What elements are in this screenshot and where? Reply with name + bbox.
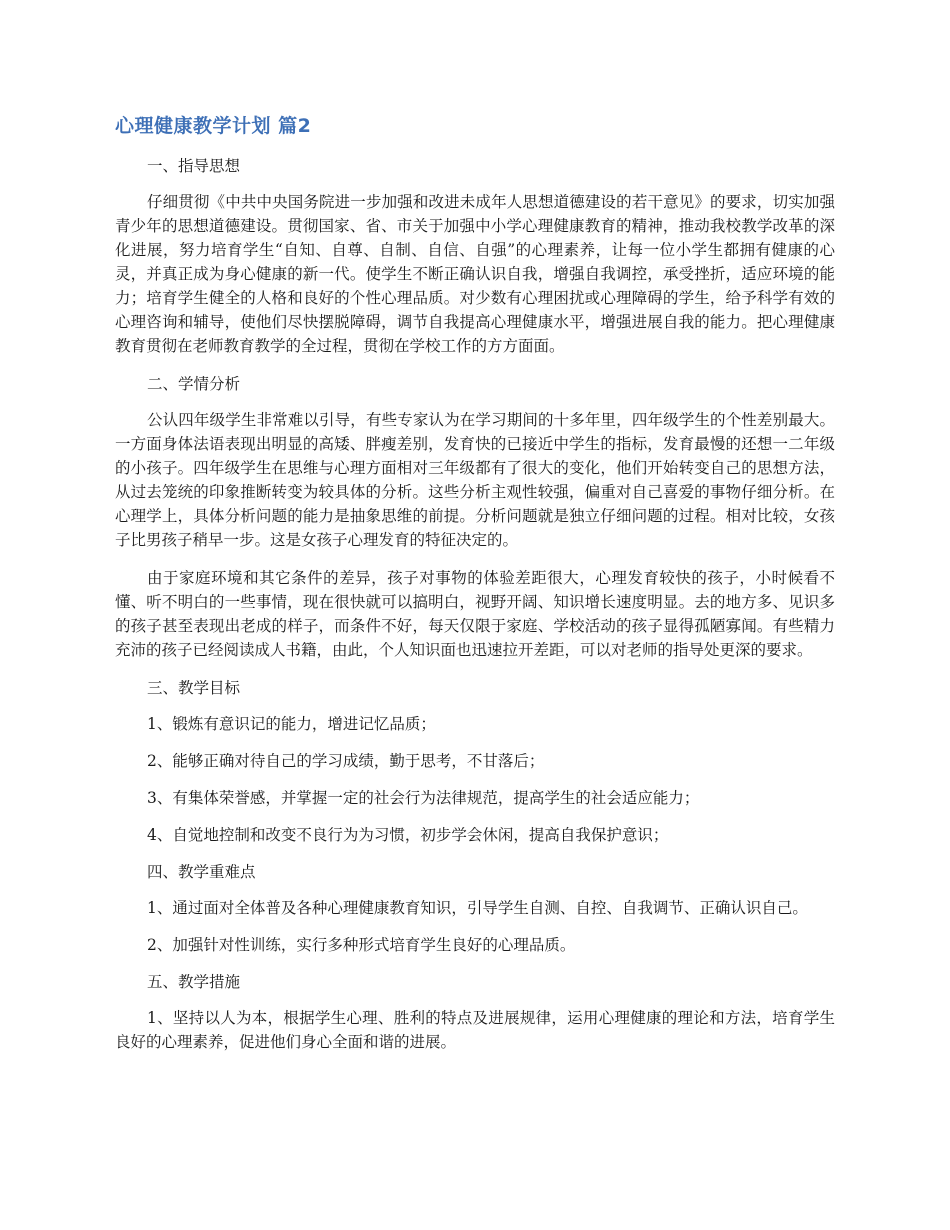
list-item: 2、加强针对性训练，实行多种形式培育学生良好的心理品质。 [147, 936, 576, 954]
list-item: 3、有集体荣誉感，并掌握一定的社会行为法律规范，提高学生的社会适应能力； [147, 789, 700, 807]
list-item: 1、锻炼有意识记的能力，增进记忆品质； [147, 715, 436, 733]
list-item: 4、自觉地控制和改变不良行为为习惯，初步学会休闲，提高自我保护意识； [147, 826, 669, 844]
section-teaching-measures [115, 970, 835, 1054]
section-heading: 五、教学措施 [147, 973, 241, 991]
document-title: 心理健康教学计划 篇2 [115, 115, 312, 137]
section-heading: 一、指导思想 [147, 157, 241, 175]
section-heading: 四、教学重难点 [147, 863, 256, 881]
list-item: 1、坚持以人为本，根据学生心理、胜利的特点及进展规律，运用心理健康的理论和方法，培育学生良好的心理素养，促进他们身心全面和谐的进展。 [115, 1009, 835, 1051]
paragraph: 公认四年级学生非常难以引导，有些专家认为在学习期间的十多年里，四年级学生的个性差别最大。一方面身体法语表现出明显的高矮、胖瘦差别，发育快的已接近中学生的指标，发育最慢的还想一二年级的小孩子。四年级学生在思维与心理方面相对三年级都有了很大的变化，他们开始转变自己的思想方法，从过去笼统的印象推断转变为较具体的分析。这些分析主观性较强，偏重对自己喜爱的事物仔细分析。在心理学上，具体分析问题的能力是抽象思维的前提。分析问题就是独立仔细问题的过程。相对比较，女孩子比男孩子稍早一步。这是女孩子心理发育的特征决定的。 [115, 411, 835, 549]
paragraph: 由于家庭环境和其它条件的差异，孩子对事物的体验差距很大，心理发育较快的孩子，小时候看不懂、听不明白的一些事情，现在很快就可以搞明白，视野开阔、知识增长速度明显。去的地方多、见识多的孩子甚至表现出老成的样子，而条件不好，每天仅限于家庭、学校活动的孩子显得孤陋寡闻。有些精力充沛的孩子已经阅读成人书籍，由此，个人知识面也迅速拉开差距，可以对老师的指导处更深的要求。 [115, 569, 835, 659]
list-item: 2、能够正确对待自己的学习成绩，勤于思考，不甘落后； [147, 752, 545, 770]
section-heading: 二、学情分析 [147, 375, 241, 393]
paragraph: 仔细贯彻《中共中央国务院进一步加强和改进未成年人思想道德建设的若干意见》的要求，切实加强青少年的思想道德建设。贯彻国家、省、市关于加强中小学心理健康教育的精神，推动我校教学改革的深化进展，努力培育学生“自知、自尊、自制、自信、自强”的心理素养，让每一位小学生都拥有健康的心灵，并真正成为身心健康的新一代。使学生不断正确认识自我，增强自我调控，承受挫折，适应环境的能力；培育学生健全的人格和良好的个性心理品质。对少数有心理困扰或心理障碍的学生，给予科学有效的心理咨询和辅导，使他们尽快摆脱障碍，调节自我提高心理健康水平，增强进展自我的能力。把心理健康教育贯彻在老师教育教学的全过程，贯彻在学校工作的方方面面。 [115, 193, 835, 355]
section-heading: 三、教学目标 [147, 679, 241, 697]
section-teaching-goals [115, 676, 835, 847]
list-item: 1、通过面对全体普及各种心理健康教育知识，引导学生自测、自控、自我调节、正确认识自己。 [147, 899, 808, 917]
section-key-difficulties [115, 860, 835, 957]
section-guiding-ideology [115, 154, 835, 358]
section-student-analysis [115, 372, 835, 662]
